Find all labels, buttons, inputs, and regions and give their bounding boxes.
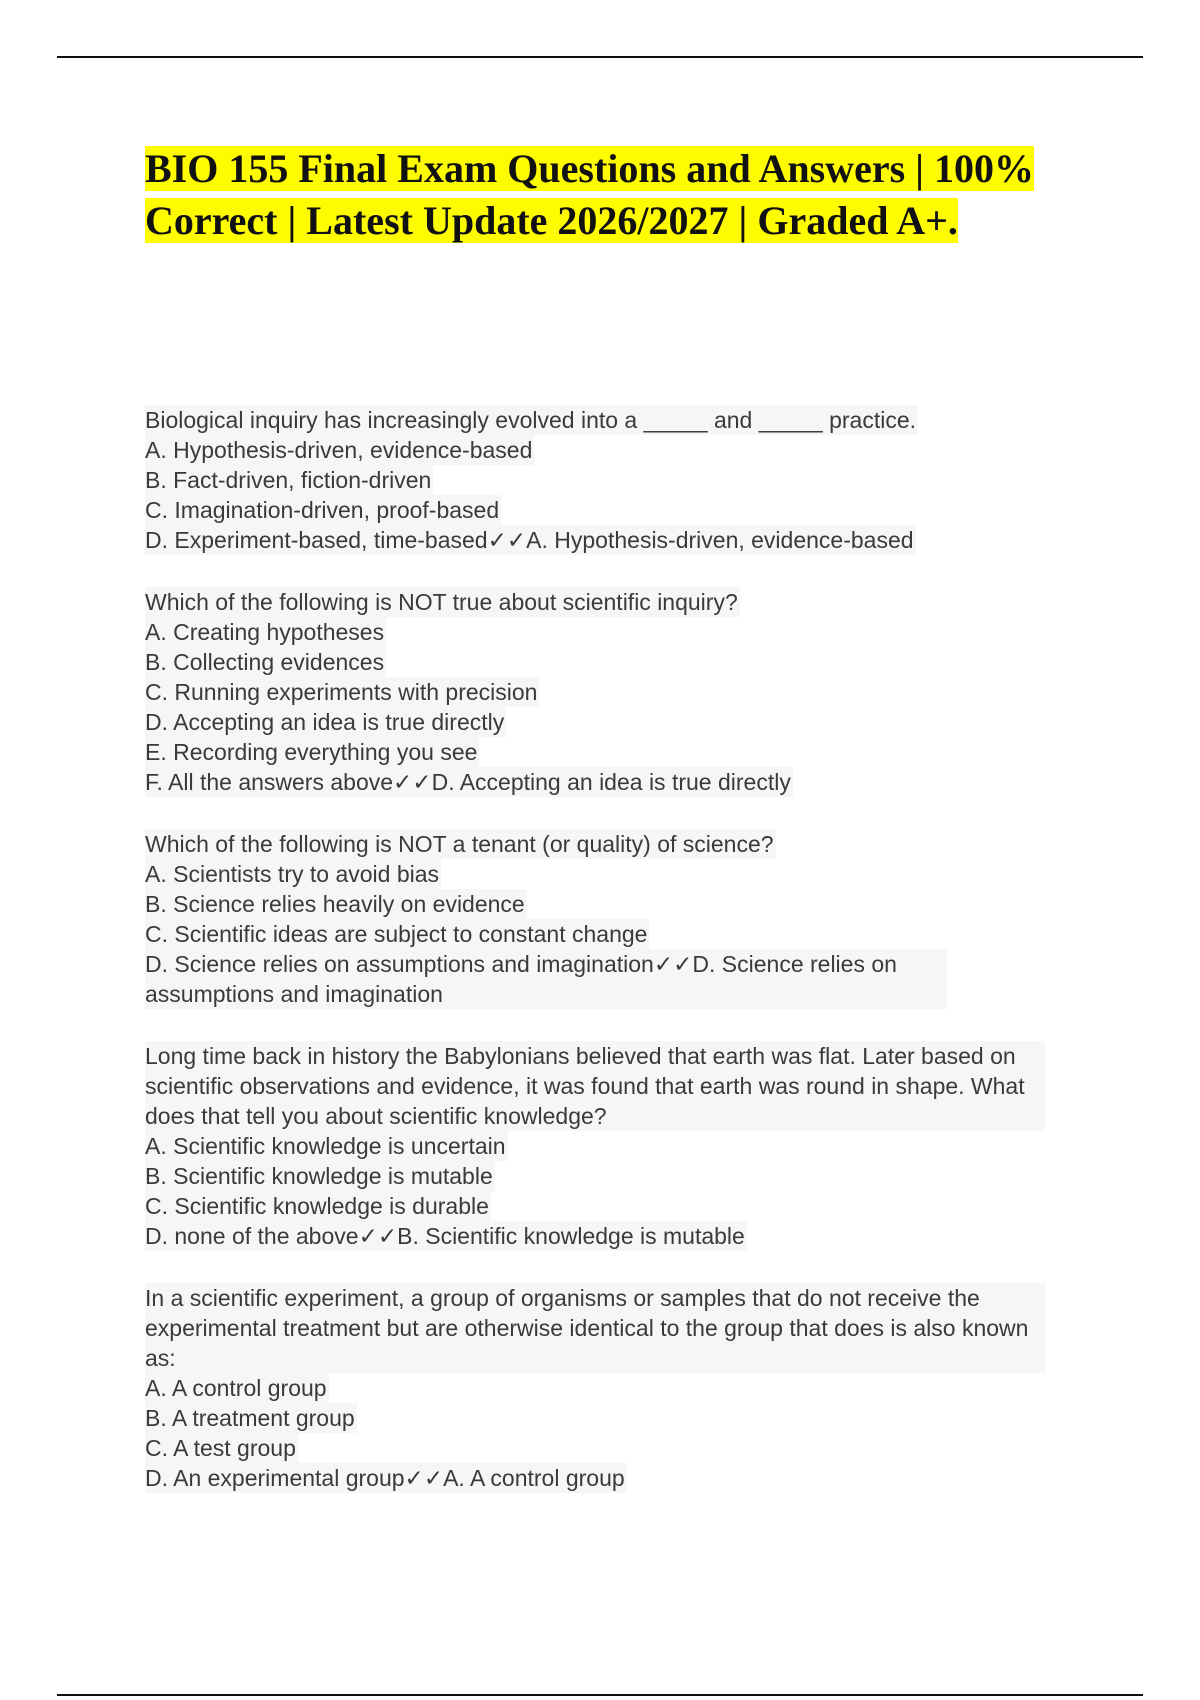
- option-e: E. Recording everything you see: [145, 739, 478, 765]
- option-a: A. Scientists try to avoid bias: [145, 861, 440, 887]
- option-last-with-answer: [145, 1221, 747, 1251]
- option-d: D. none of the above: [145, 1223, 359, 1249]
- option-b: B. A treatment group: [145, 1405, 355, 1431]
- option-d: D. Accepting an idea is true directly: [145, 709, 505, 735]
- check-mark-icon: ✓✓: [393, 769, 432, 795]
- check-mark-icon: ✓✓: [653, 951, 693, 977]
- option-a: A. Hypothesis-driven, evidence-based: [145, 437, 533, 463]
- option-last-with-answer: [145, 525, 916, 555]
- correct-answer: D. Accepting an idea is true directly: [431, 769, 791, 795]
- question-text: Biological inquiry has increasingly evolved into a _____ and _____ practice.: [145, 407, 916, 433]
- check-mark-icon: ✓✓: [358, 1223, 398, 1249]
- top-rule: [57, 56, 1143, 58]
- option-b: B. Collecting evidences: [145, 649, 385, 675]
- option-f: F. All the answers above: [145, 769, 394, 795]
- option-d: D. Science relies on assumptions and imagination: [145, 951, 654, 977]
- option-b: B. Scientific knowledge is mutable: [145, 1163, 493, 1189]
- option-a: A. Creating hypotheses: [145, 619, 385, 645]
- option-a: A. A control group: [145, 1375, 327, 1401]
- option-c: C. Imagination-driven, proof-based: [145, 497, 500, 523]
- option-last-with-answer: [145, 767, 793, 797]
- option-b: B. Science relies heavily on evidence: [145, 891, 525, 917]
- title-highlight: BIO 155 Final Exam Questions and Answers | 100% Correct | Latest Update 2026/2027 | Graded A+.: [145, 146, 1034, 243]
- option-c: C. Scientific knowledge is durable: [145, 1193, 489, 1219]
- option-a: A. Scientific knowledge is uncertain: [145, 1133, 506, 1159]
- option-b: B. Fact-driven, fiction-driven: [145, 467, 432, 493]
- question-text: In a scientific experiment, a group of organisms or samples that do not receive the experimental treatment but are otherwise identical to the group that does is also known as:: [145, 1283, 1045, 1373]
- question-text: Long time back in history the Babylonians believed that earth was flat. Later based on scientific observations and evidence, it was found that earth was round in shape. What does that tell you about scientific knowledge?: [145, 1041, 1045, 1131]
- document-title: [145, 143, 1085, 247]
- correct-answer: D. Science relies on assumptions and imagination: [145, 951, 897, 1007]
- option-c: C. Running experiments with precision: [145, 679, 538, 705]
- option-c: C. A test group: [145, 1435, 296, 1461]
- question-text: Which of the following is NOT a tenant (or quality) of science?: [145, 831, 774, 857]
- questions-list: [145, 405, 1045, 1525]
- bottom-rule: [57, 1694, 1143, 1696]
- option-c: C. Scientific ideas are subject to constant change: [145, 921, 648, 947]
- question-block: [145, 587, 1045, 797]
- question-block: [145, 405, 1045, 555]
- check-mark-icon: ✓✓: [404, 1465, 444, 1491]
- option-d: D. Experiment-based, time-based: [145, 527, 488, 553]
- correct-answer: A. Hypothesis-driven, evidence-based: [526, 527, 914, 553]
- option-d: D. An experimental group: [145, 1465, 405, 1491]
- option-last-with-answer: [145, 1463, 627, 1493]
- question-text: Which of the following is NOT true about scientific inquiry?: [145, 589, 738, 615]
- question-block: [145, 1283, 1045, 1493]
- correct-answer: A. A control group: [443, 1465, 625, 1491]
- option-last-with-answer: [145, 949, 947, 1009]
- correct-answer: B. Scientific knowledge is mutable: [397, 1223, 745, 1249]
- check-mark-icon: ✓✓: [487, 527, 527, 553]
- question-block: [145, 829, 1045, 1009]
- question-block: [145, 1041, 1045, 1251]
